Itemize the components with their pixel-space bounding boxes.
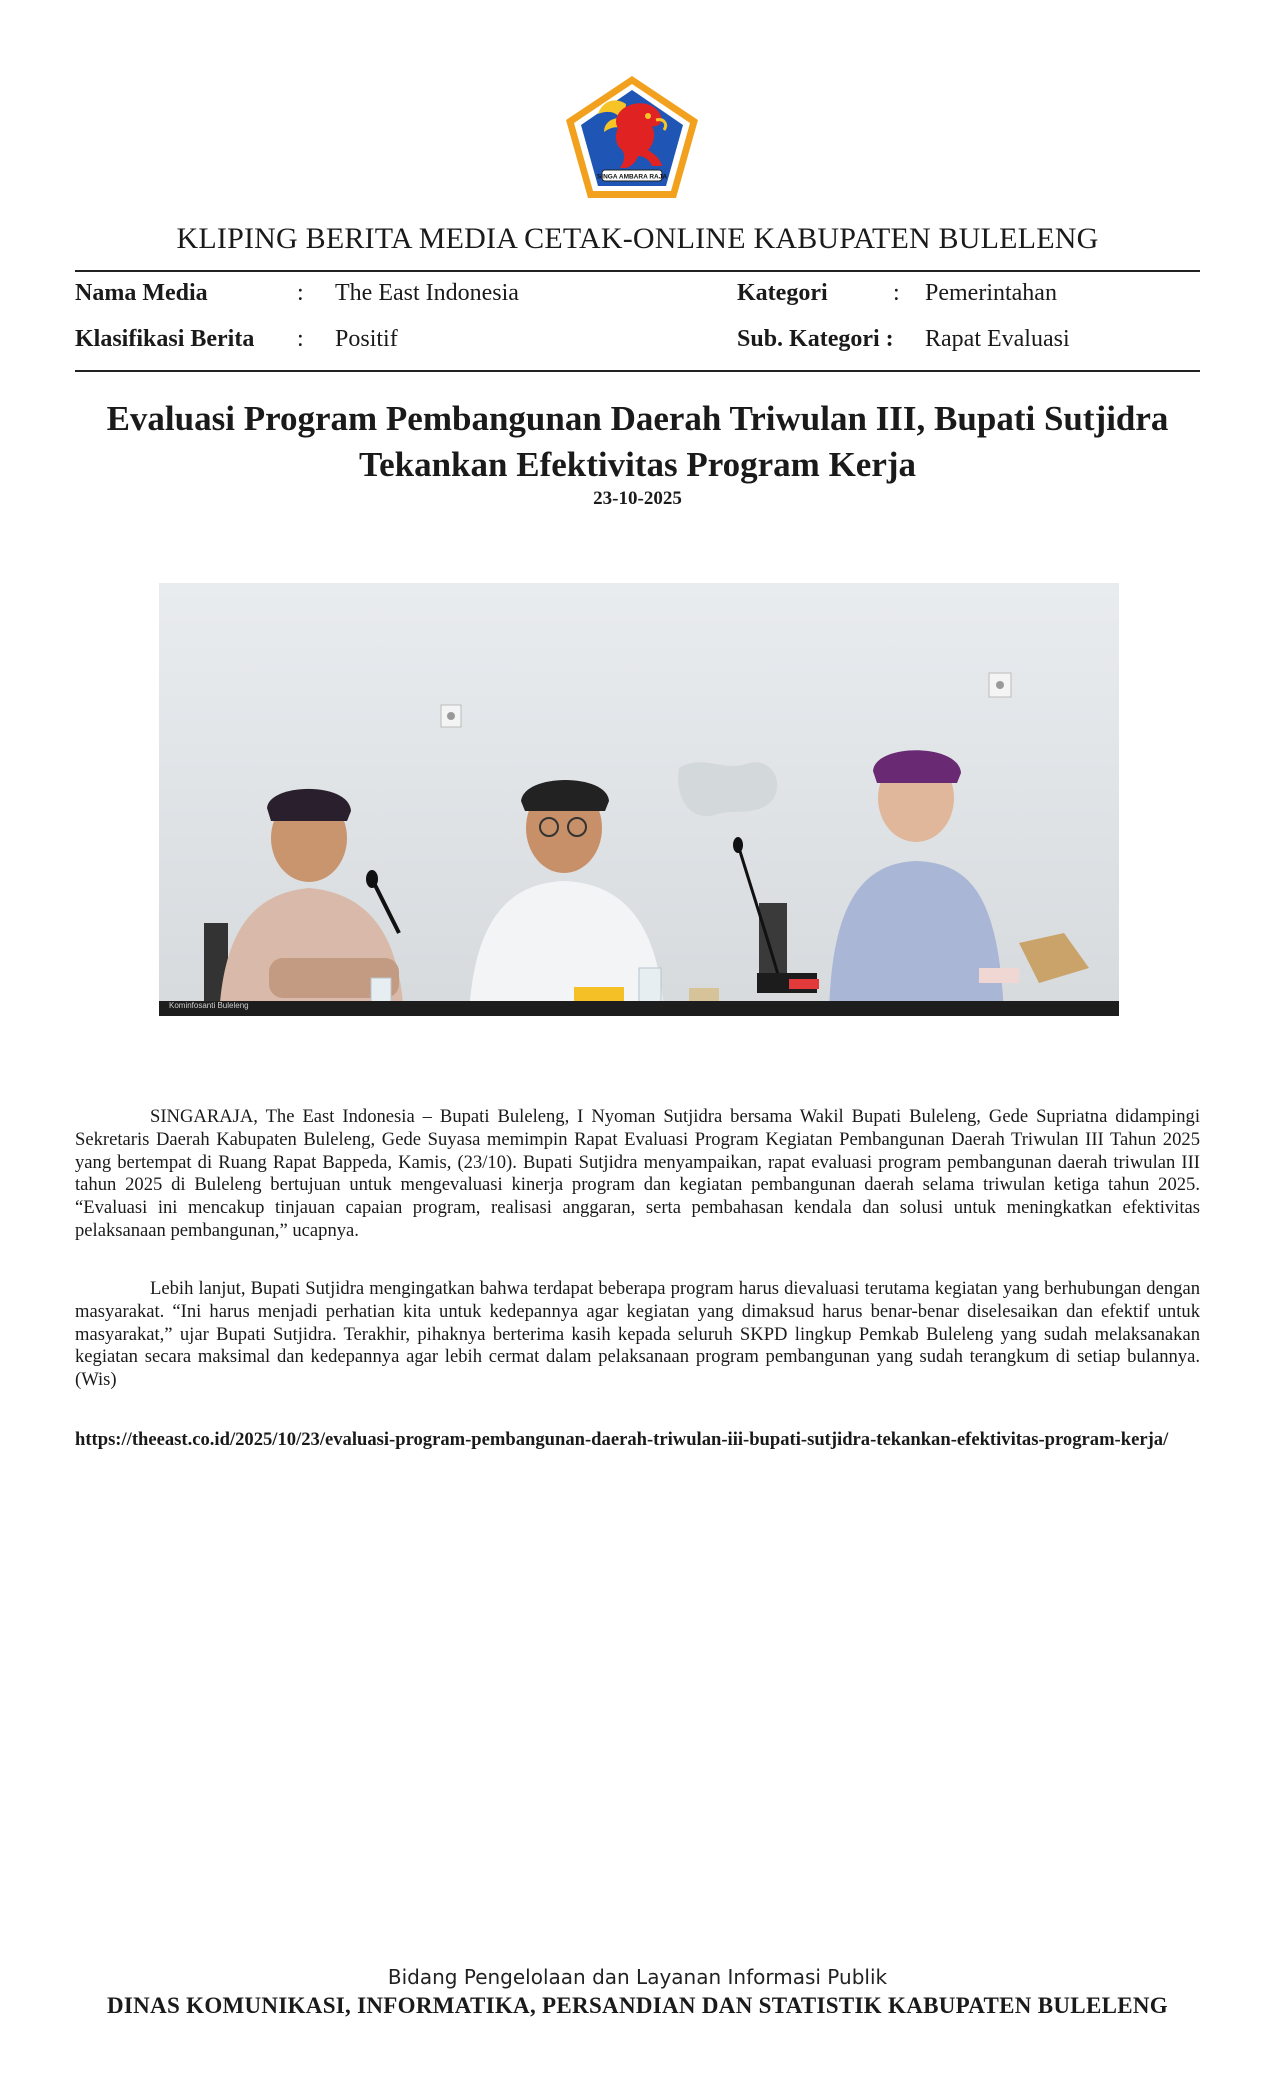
meta-row-media (75, 280, 1200, 316)
article-headline (60, 396, 1215, 488)
headline-line-1: Evaluasi Program Pembangunan Daerah Triwulan III, Bupati Sutjidra (106, 399, 1169, 438)
article-source-url[interactable]: https://theeast.co.id/2025/10/23/evaluasi-program-pembangunan-daerah-triwulan-iii-bupati-sutjidra-tekankan-efektivitas-program-kerja/ (75, 1429, 1169, 1450)
emblem-graphic (564, 74, 700, 200)
headline-line-2: Tekankan Efektivitas Program Kerja (358, 445, 917, 484)
classification-colon: : (297, 326, 304, 352)
classification-label: Klasifikasi Berita (75, 326, 255, 352)
subcategory-value: Rapat Evaluasi (925, 326, 1070, 352)
media-name-colon: : (297, 280, 304, 306)
article-paragraph-1 (75, 1106, 1200, 1243)
media-name-value: The East Indonesia (335, 280, 519, 306)
meeting-photo-illustration (159, 583, 1119, 1016)
article-photo (159, 583, 1119, 1016)
header-bottom-divider (75, 370, 1200, 372)
photo-watermark: Kominfosanti Buleleng (169, 1001, 249, 1010)
article-date: 23-10-2025 (593, 488, 682, 509)
clipping-header-title: KLIPING BERITA MEDIA CETAK-ONLINE KABUPATEN BULELENG (176, 222, 1099, 255)
footer-division: Bidang Pengelolaan dan Layanan Informasi Publik (387, 1965, 888, 1989)
singa-ambara-raja-emblem (564, 74, 700, 200)
header-top-divider (75, 270, 1200, 272)
media-name-label: Nama Media (75, 280, 208, 306)
category-colon: : (893, 280, 900, 306)
emblem-motto: SINGA AMBARA RAJA (596, 173, 668, 181)
classification-value: Positif (335, 326, 398, 352)
category-value: Pemerintahan (925, 280, 1057, 306)
paragraph-1-text: SINGARAJA, The East Indonesia – Bupati Buleleng, I Nyoman Sutjidra bersama Wakil Bupati Buleleng, Gede Supriatna didampingi Sekretaris Daerah Kabupaten Buleleng, Gede Suyasa memimpin Rapat Evaluasi Program Kegiatan Pembangunan Daerah Triwulan III Tahun 2025 yang bertempat di Ruang Rapat Bappeda, Kamis, (23/10). Bupati Sutjidra menyampaikan, rapat evaluasi program pembangunan daerah triwulan III tahun 2025 di Buleleng bertujuan untuk mengevaluasi kinerja program dan kegiatan pembangunan daerah selama triwulan ketiga tahun 2025. “Evaluasi ini mencakup tinjauan capaian program, realisasi anggaran, serta pembahasan kendala dan solusi untuk meningkatkan efektivitas pelaksanaan pembangunan,” ucapnya. (75, 1106, 1200, 1241)
footer-agency: DINAS KOMUNIKASI, INFORMATIKA, PERSANDIAN DAN STATISTIK KABUPATEN BULELENG (107, 1993, 1168, 2018)
article-paragraph-2 (75, 1278, 1200, 1392)
paragraph-2-text: Lebih lanjut, Bupati Sutjidra mengingatkan bahwa terdapat beberapa program harus dievaluasi terutama kegiatan yang berhubungan dengan masyarakat. “Ini harus menjadi perhatian kita untuk kedepannya agar kegiatan yang dimaksud harus benar-benar diselesaikan dan efektif untuk masyarakat,” ujar Bupati Sutjidra. Terakhir, pihaknya berterima kasih kepada seluruh SKPD lingkup Pemkab Buleleng yang sudah melaksanakan kegiatan secara maksimal dan kedepannya agar lebih cermat dalam pelaksanaan program pembangunan yang sudah terangkum di setiap bulannya.(Wis) (75, 1278, 1200, 1391)
meta-row-classification (75, 326, 1200, 362)
subcategory-label: Sub. Kategori : (737, 326, 894, 352)
category-label: Kategori (737, 280, 828, 306)
